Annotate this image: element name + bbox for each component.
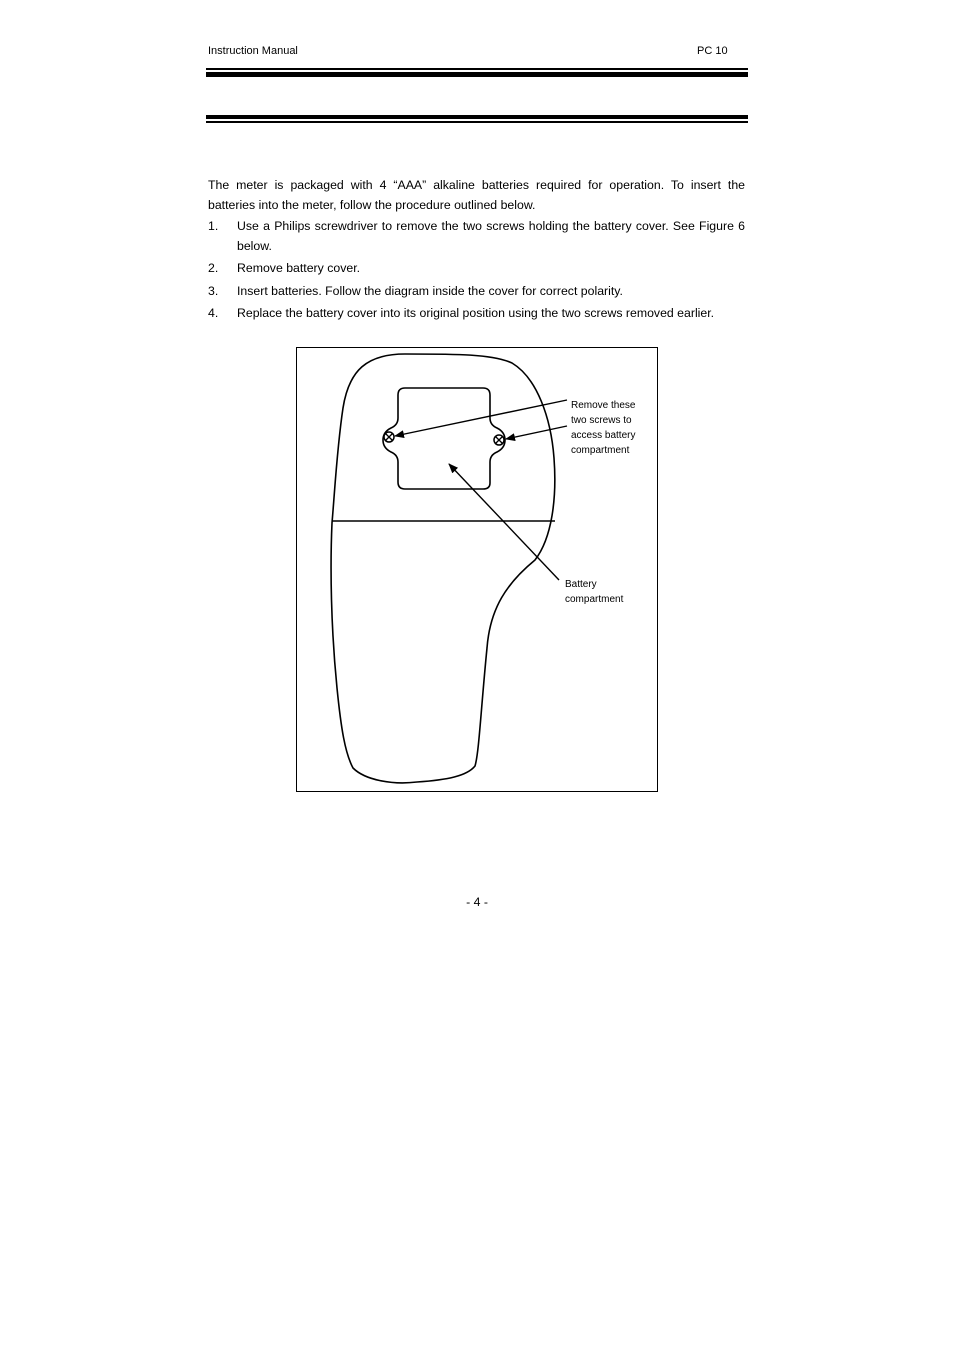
step-number: 4. — [208, 306, 219, 320]
step-item — [208, 217, 745, 256]
step-number: 2. — [208, 261, 219, 275]
header-model: PC 10 — [697, 45, 728, 57]
battery-callout-text — [565, 579, 624, 605]
battery-figure — [296, 347, 658, 792]
screws-callout-text — [571, 400, 638, 456]
step-item — [208, 259, 745, 279]
page-number: - 4 - — [466, 895, 488, 909]
step-text: Replace the battery cover into its original position using the two screws removed earlier. — [237, 306, 715, 320]
step-number: 3. — [208, 283, 219, 298]
right-screw-icon — [494, 435, 504, 445]
section-rule — [206, 115, 748, 123]
intro-paragraph: The meter is packaged with 4 “AAA” alkaline batteries required for operation. To insert the batteries into the meter, follow the procedure outlined below. — [208, 178, 745, 212]
step-text: Insert batteries. Follow the diagram inside the cover for correct polarity. — [237, 283, 623, 298]
step-text: Remove battery cover. — [237, 261, 361, 275]
header-rule — [206, 68, 748, 77]
step-item — [208, 304, 745, 324]
battery-callout-line: compartment — [565, 594, 624, 605]
left-screw-icon — [384, 432, 394, 442]
step-text: Use a Philips screwdriver to remove the two screws holding the battery cover. See Figure 6 below. — [237, 219, 745, 253]
screws-callout-line: Remove these — [571, 400, 636, 411]
battery-compartment-arrow — [449, 464, 559, 580]
battery-callout-line: Battery — [565, 579, 597, 590]
right-screw-arrow — [506, 426, 567, 439]
screws-callout-line: two screws to — [571, 415, 632, 426]
procedure-steps — [208, 217, 745, 327]
meter-back-diagram — [297, 348, 657, 791]
screws-callout-line: compartment — [571, 445, 630, 456]
step-item — [208, 282, 745, 302]
screws-callout-line: access battery — [571, 430, 636, 441]
header-title: Instruction Manual — [208, 45, 298, 57]
battery-cover-outline — [383, 388, 505, 489]
step-number: 1. — [208, 219, 219, 233]
